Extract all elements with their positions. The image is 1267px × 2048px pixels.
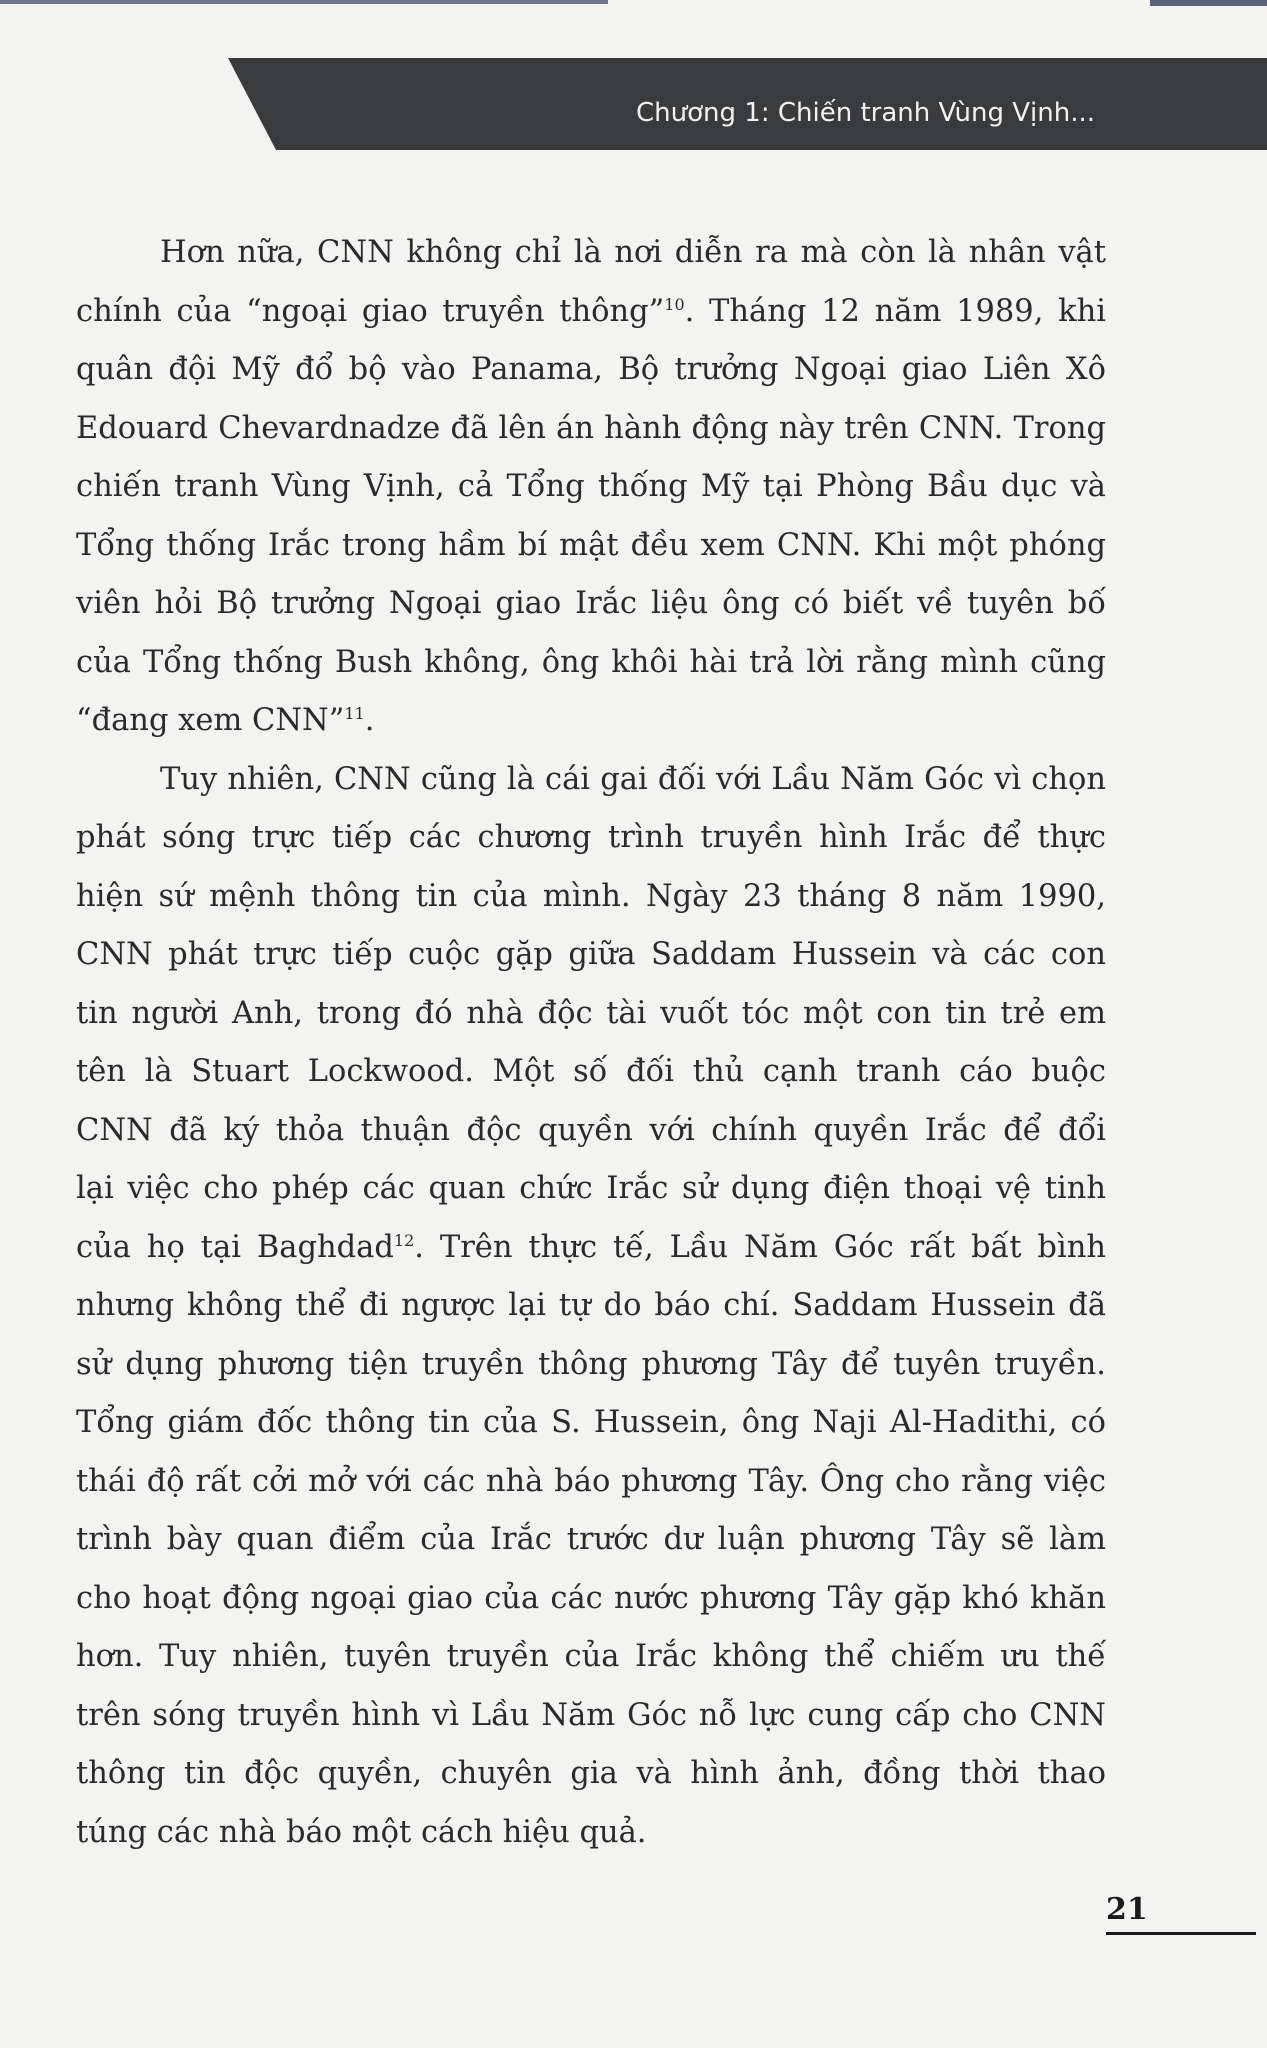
text-line bbox=[76, 692, 1106, 751]
line-text: sử dụng phương tiện truyền thông phương Tây để tuyên truyền. bbox=[76, 1346, 1106, 1382]
line-text: Hơn nữa, CNN không chỉ là nơi diễn ra mà còn là nhân vật bbox=[160, 235, 1106, 270]
line-text: CNN phát trực tiếp cuộc gặp giữa Saddam Hussein và các con bbox=[76, 937, 1106, 972]
line-text: thông tin độc quyền, chuyên gia và hình ảnh, đồng thời thao bbox=[76, 1756, 1106, 1791]
footnote-reference: 12 bbox=[393, 1230, 415, 1250]
line-text: phát sóng trực tiếp các chương trình truyền hình Irắc để thực bbox=[76, 820, 1106, 855]
line-text: thái độ rất cởi mở với các nhà báo phương Tây. Ông cho rằng việc bbox=[76, 1463, 1106, 1499]
line-text: túng các nhà báo một cách hiệu quả. bbox=[76, 1814, 647, 1850]
line-text: Tổng giám đốc thông tin của S. Hussein, ông Naji Al-Hadithi, có bbox=[76, 1405, 1106, 1440]
text-line bbox=[76, 1043, 1106, 1102]
page-number: 21 bbox=[1106, 1892, 1148, 1927]
line-text: chính của “ngoại giao truyền thông” bbox=[76, 293, 665, 329]
paragraph bbox=[76, 224, 1106, 751]
text-line bbox=[76, 1394, 1106, 1453]
line-text-continued: . bbox=[364, 703, 375, 738]
line-text: lại việc cho phép các quan chức Irắc sử dụng điện thoại vệ tinh bbox=[76, 1171, 1106, 1206]
text-line bbox=[76, 1277, 1106, 1336]
text-line bbox=[76, 517, 1106, 576]
line-text: CNN đã ký thỏa thuận độc quyền với chính quyền Irắc để đổi bbox=[76, 1112, 1106, 1148]
text-line bbox=[76, 1336, 1106, 1395]
text-line bbox=[76, 926, 1106, 985]
line-text: tin người Anh, trong đó nhà độc tài vuốt tóc một con tin trẻ em bbox=[76, 995, 1106, 1031]
text-line bbox=[76, 868, 1106, 927]
line-text: Tổng thống Irắc trong hầm bí mật đều xem CNN. Khi một phóng bbox=[76, 527, 1106, 563]
text-line bbox=[76, 1102, 1106, 1161]
line-text: nhưng không thể đi ngược lại tự do báo chí. Saddam Hussein đã bbox=[76, 1288, 1106, 1323]
line-text: “đang xem CNN” bbox=[76, 703, 345, 738]
text-line bbox=[76, 224, 1106, 283]
top-edge-strip-right bbox=[1150, 0, 1267, 6]
text-line bbox=[76, 634, 1106, 693]
text-line bbox=[76, 458, 1106, 517]
line-text: Edouard Chevardnadze đã lên án hành động này trên CNN. Trong bbox=[76, 410, 1106, 446]
text-line bbox=[76, 400, 1106, 459]
line-text: chiến tranh Vùng Vịnh, cả Tổng thống Mỹ tại Phòng Bầu dục và bbox=[76, 469, 1106, 504]
line-text: trình bày quan điểm của Irắc trước dư luận phương Tây sẽ làm bbox=[76, 1522, 1106, 1557]
text-line bbox=[76, 341, 1106, 400]
text-line bbox=[76, 985, 1106, 1044]
line-text: của Tổng thống Bush không, ông khôi hài trả lời rằng mình cũng bbox=[76, 644, 1106, 680]
text-line bbox=[76, 809, 1106, 868]
line-text: của họ tại Baghdad bbox=[76, 1229, 394, 1265]
line-text: quân đội Mỹ đổ bộ vào Panama, Bộ trưởng Ngoại giao Liên Xô bbox=[76, 352, 1106, 387]
footnote-reference: 11 bbox=[344, 703, 365, 723]
text-line bbox=[76, 1628, 1106, 1687]
paragraph bbox=[76, 751, 1106, 1863]
text-line bbox=[76, 575, 1106, 634]
footnote-reference: 10 bbox=[664, 294, 685, 314]
body-text bbox=[76, 224, 1106, 1862]
line-text: tên là Stuart Lockwood. Một số đối thủ cạnh tranh cáo buộc bbox=[76, 1054, 1106, 1089]
running-header-title: Chương 1: Chiến tranh Vùng Vịnh... bbox=[636, 98, 1095, 128]
text-line bbox=[76, 1570, 1106, 1629]
text-line bbox=[76, 751, 1106, 810]
text-line bbox=[76, 1511, 1106, 1570]
line-text: hơn. Tuy nhiên, tuyên truyền của Irắc không thể chiếm ưu thế bbox=[76, 1639, 1106, 1674]
line-text: hiện sứ mệnh thông tin của mình. Ngày 23 tháng 8 năm 1990, bbox=[76, 878, 1106, 914]
text-line bbox=[76, 1453, 1106, 1512]
line-text-continued: . Trên thực tế, Lầu Năm Góc rất bất bình bbox=[414, 1229, 1106, 1265]
top-edge-strip bbox=[0, 0, 608, 4]
text-line bbox=[76, 1219, 1106, 1278]
text-line bbox=[76, 1160, 1106, 1219]
text-line bbox=[76, 283, 1106, 342]
line-text: trên sóng truyền hình vì Lầu Năm Góc nỗ lực cung cấp cho CNN bbox=[76, 1697, 1106, 1733]
text-line bbox=[76, 1745, 1106, 1804]
line-text: cho hoạt động ngoại giao của các nước phương Tây gặp khó khăn bbox=[76, 1580, 1106, 1616]
page-number-rule bbox=[1106, 1932, 1256, 1935]
line-text: viên hỏi Bộ trưởng Ngoại giao Irắc liệu ông có biết về tuyên bố bbox=[76, 586, 1106, 621]
text-line bbox=[76, 1687, 1106, 1746]
line-text-continued: . Tháng 12 năm 1989, khi bbox=[684, 293, 1106, 329]
text-line bbox=[76, 1804, 1106, 1863]
line-text: Tuy nhiên, CNN cũng là cái gai đối với Lầu Năm Góc vì chọn bbox=[160, 761, 1106, 797]
